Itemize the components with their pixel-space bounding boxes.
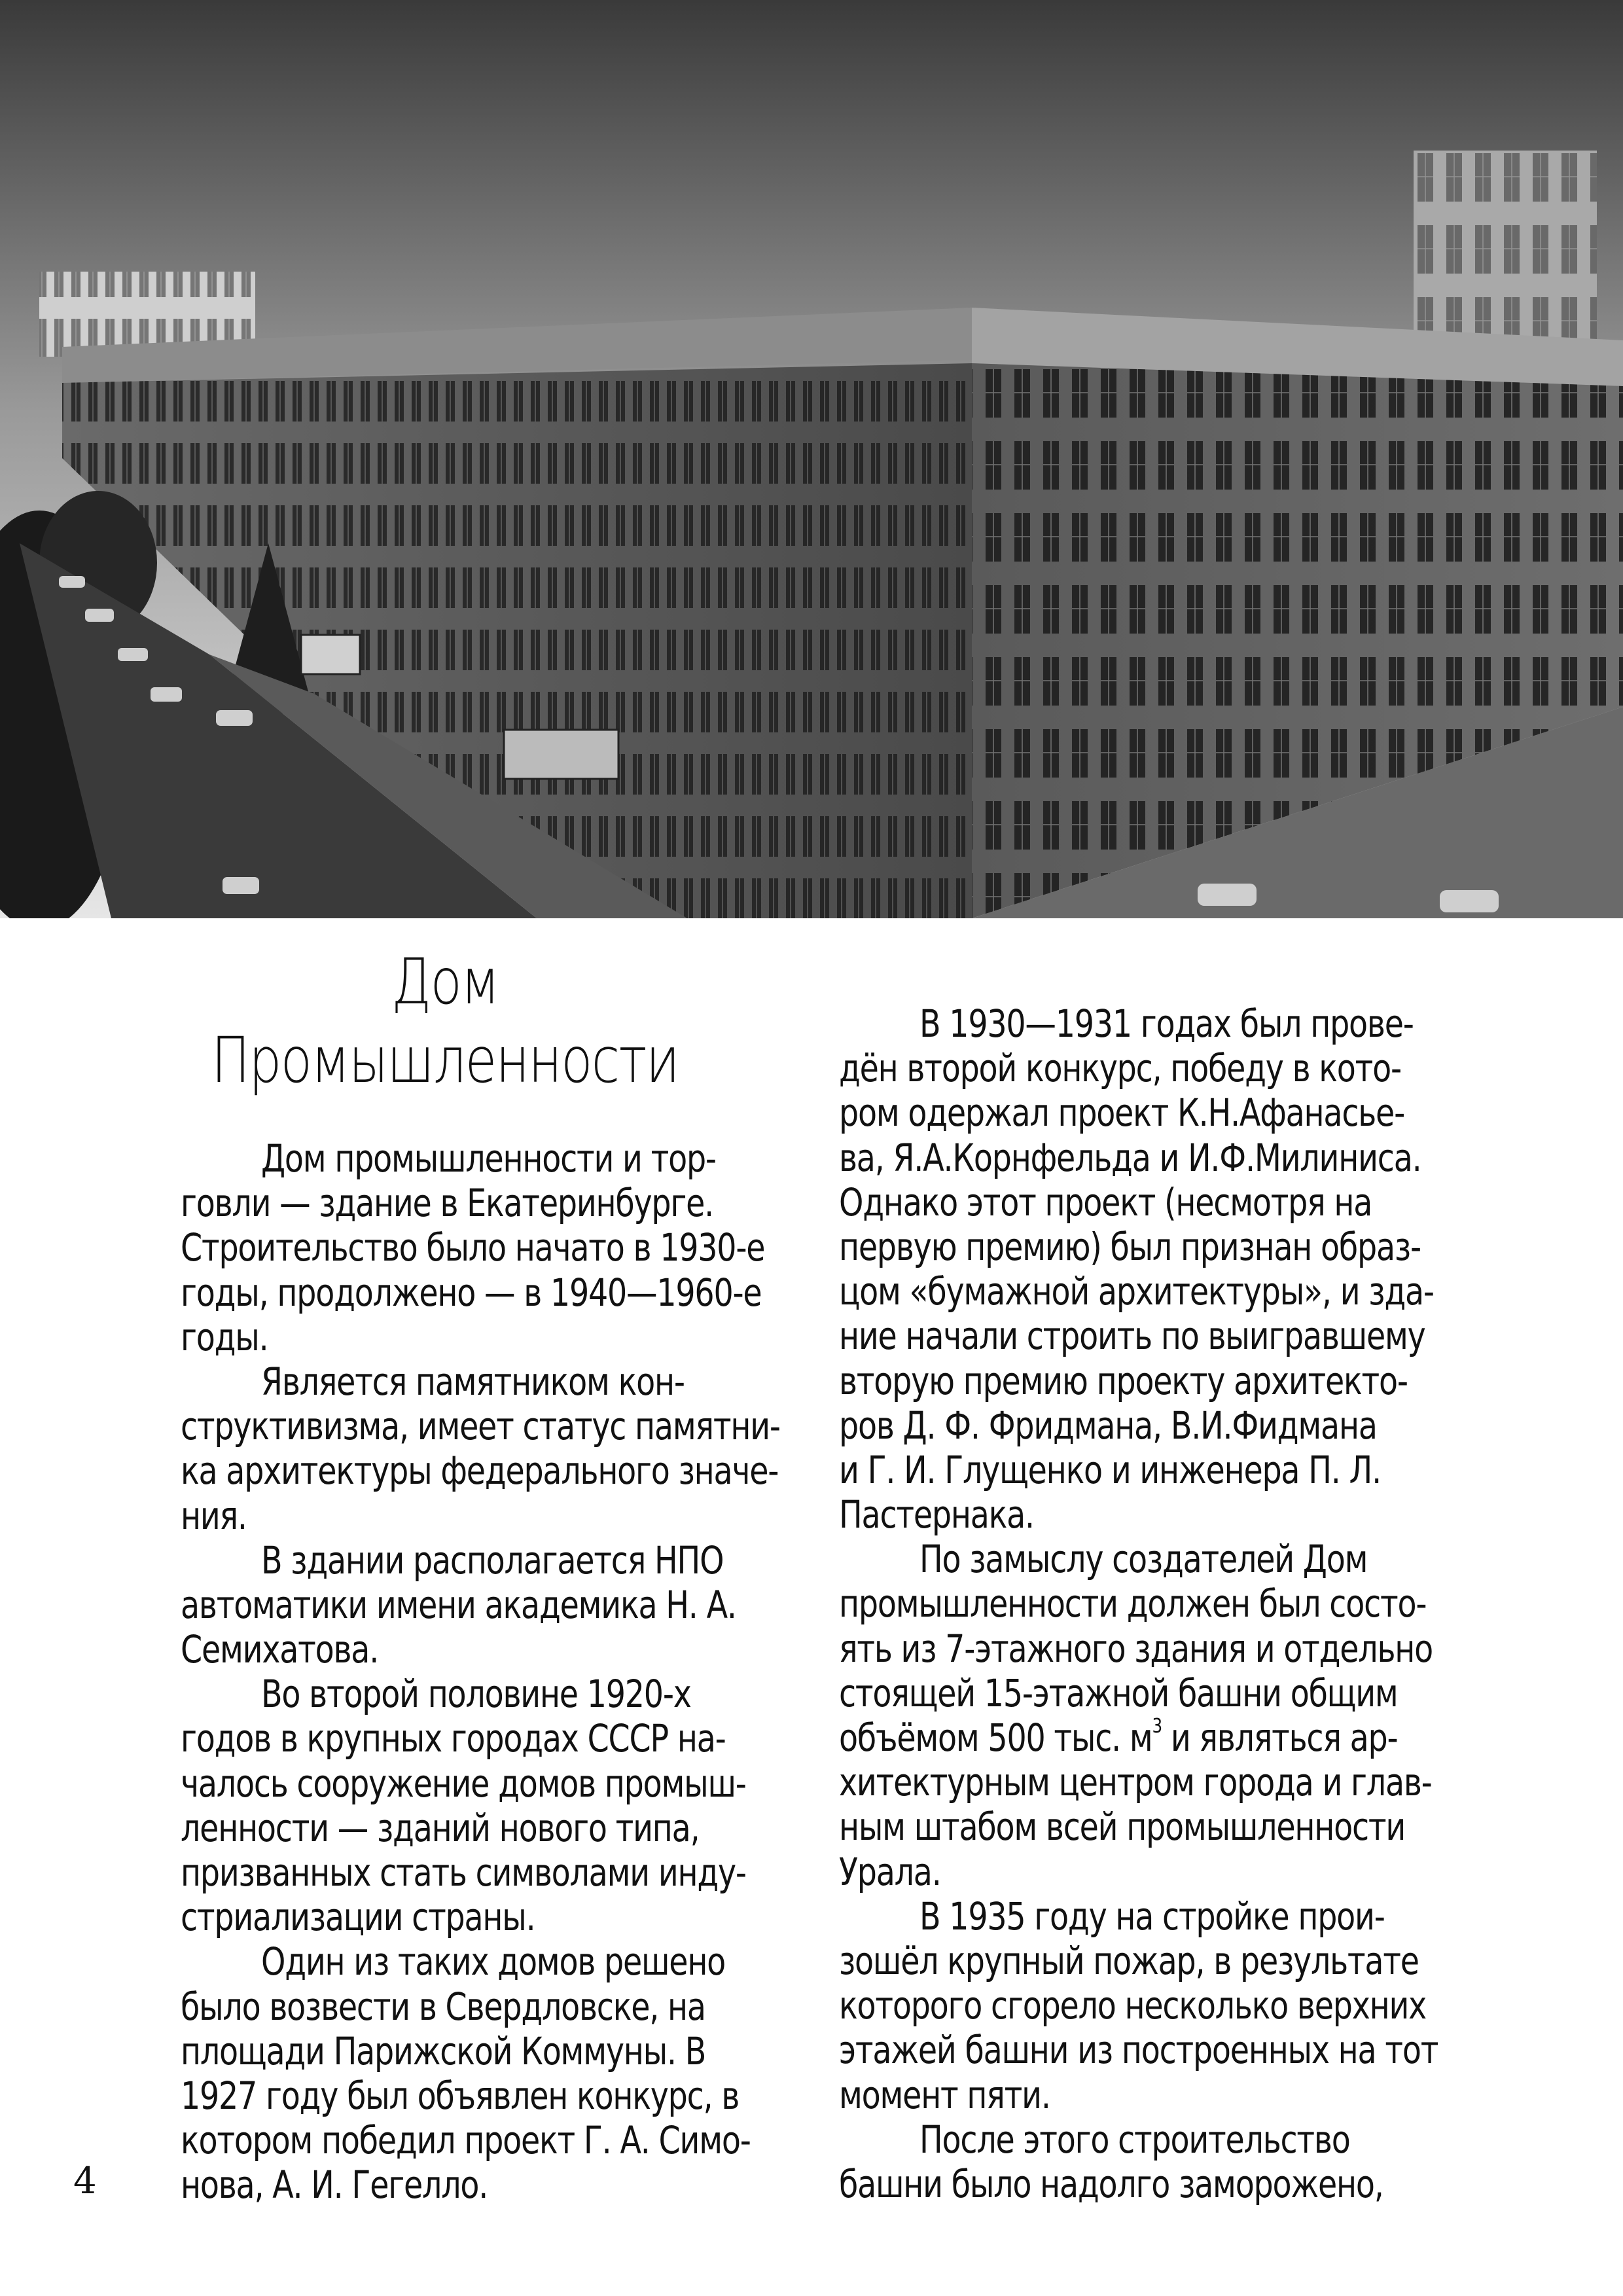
paragraph-line: ять из 7-этажного здания и отдельно	[839, 1626, 1433, 1671]
paragraph-line: автоматики имени академика Н. А.	[181, 1582, 736, 1627]
page-title	[160, 942, 729, 1100]
paragraph-line: годы, продолжено — в 1940—1960-е	[181, 1270, 762, 1315]
paragraph-line: Является памятником кон-	[261, 1359, 685, 1404]
paragraph-line: В здании располагается НПО	[261, 1537, 724, 1583]
paragraph-line: годы.	[181, 1314, 268, 1359]
paragraph-line: и Г. И. Глущенко и инженера П. Л.	[839, 1447, 1381, 1492]
paragraph-line: ка архитектуры федерального значе-	[181, 1448, 779, 1494]
paragraph-line: цом «бумажной архитектуры», и зда-	[839, 1269, 1434, 1314]
building-photo-illustration	[0, 0, 1623, 918]
title-line-1: Дом	[391, 945, 499, 1018]
paragraph-line: После этого строительство	[919, 2117, 1350, 2162]
paragraph-line: вторую премию проекту архитекто-	[839, 1358, 1408, 1403]
paragraph-line: ние начали строить по выигравшему	[839, 1314, 1425, 1359]
title-line-2: Промышленности	[211, 1024, 679, 1097]
paragraph-line: ным штабом всей промышленности	[839, 1804, 1406, 1850]
paragraph-line: которого сгорело несколько верхних	[839, 1983, 1427, 2028]
paragraph-line: В 1935 году на стройке прои-	[919, 1893, 1385, 1939]
paragraph-line: Семихатова.	[181, 1627, 379, 1672]
paragraph-line: котором победил проект Г. А. Симо-	[181, 2118, 751, 2163]
paragraph-line: структивизма, имеет статус памятни-	[181, 1404, 780, 1449]
paragraph-line: Строительство было начато в 1930-е	[181, 1225, 765, 1270]
paragraph-line: говли — здание в Екатеринбурге.	[181, 1181, 714, 1226]
paragraph-line: ния.	[181, 1493, 247, 1538]
paragraph-line: Пастернака.	[839, 1492, 1034, 1537]
paragraph-line: чалось сооружение домов промыш-	[181, 1761, 746, 1806]
paragraph-line: Один из таких домов решено	[261, 1939, 726, 1984]
paragraph-line: башни было надолго заморожено,	[839, 2161, 1383, 2206]
paragraph-line: момент пяти.	[839, 2072, 1050, 2117]
paragraph-line: первую премию) был признан образ-	[839, 1224, 1421, 1269]
paragraph-line: хитектурным центром города и глав-	[839, 1760, 1432, 1805]
paragraph-line: было возвести в Свердловске, на	[181, 1984, 705, 2029]
paragraph-line: Урала.	[839, 1849, 941, 1894]
paragraph-line: зошёл крупный пожар, в результате	[839, 1938, 1419, 1983]
paragraph-line: этажей башни из построенных на тот	[839, 2028, 1438, 2073]
paragraph-line: нова, А. И. Гегелло.	[181, 2162, 488, 2208]
page-number: 4	[73, 2160, 97, 2202]
volume-text: объёмом 500 тыс. м	[839, 1715, 1152, 1760]
right-column-text	[839, 1001, 1438, 2206]
paragraph-line: Во второй половине 1920-х	[261, 1672, 691, 1717]
paragraph-line: промышленности должен был состо-	[839, 1581, 1427, 1626]
paragraph-line: ленности — зданий нового типа,	[181, 1805, 700, 1850]
paragraph-line: стриализации страны.	[181, 1895, 535, 1940]
left-column-text	[181, 1136, 780, 2208]
paragraph-line: ва, Я.А.Корнфельда и И.Ф.Милиниса.	[839, 1135, 1421, 1180]
paragraph-line: призванных стать символами инду-	[181, 1850, 746, 1895]
volume-text-tail: и являться ар-	[1161, 1715, 1398, 1760]
paragraph-line: годов в крупных городах СССР на-	[181, 1716, 726, 1761]
paragraph-line: Дом промышленности и тор-	[261, 1136, 716, 1181]
paragraph-line: площади Парижской Коммуны. В	[181, 2028, 706, 2073]
paragraph-line: По замыслу создателей Дом	[919, 1537, 1368, 1582]
paragraph-line-volume	[839, 1715, 1438, 1760]
paragraph-line: дён второй конкурс, победу в кото-	[839, 1046, 1401, 1091]
paragraph-line: ром одержал проект К.Н.Афанасье-	[839, 1090, 1405, 1136]
building-photo	[0, 0, 1623, 918]
paragraph-line: Однако этот проект (несмотря на	[839, 1179, 1372, 1225]
paragraph-line: 1927 году был объявлен конкурс, в	[181, 2073, 740, 2118]
paragraph-line: В 1930—1931 годах был прове-	[919, 1001, 1414, 1046]
paragraph-line: стоящей 15-этажной башни общим	[839, 1670, 1398, 1715]
cubic-superscript: 3	[1152, 1715, 1162, 1738]
paragraph-line: ров Д. Ф. Фридмана, В.И.Фидмана	[839, 1403, 1377, 1448]
